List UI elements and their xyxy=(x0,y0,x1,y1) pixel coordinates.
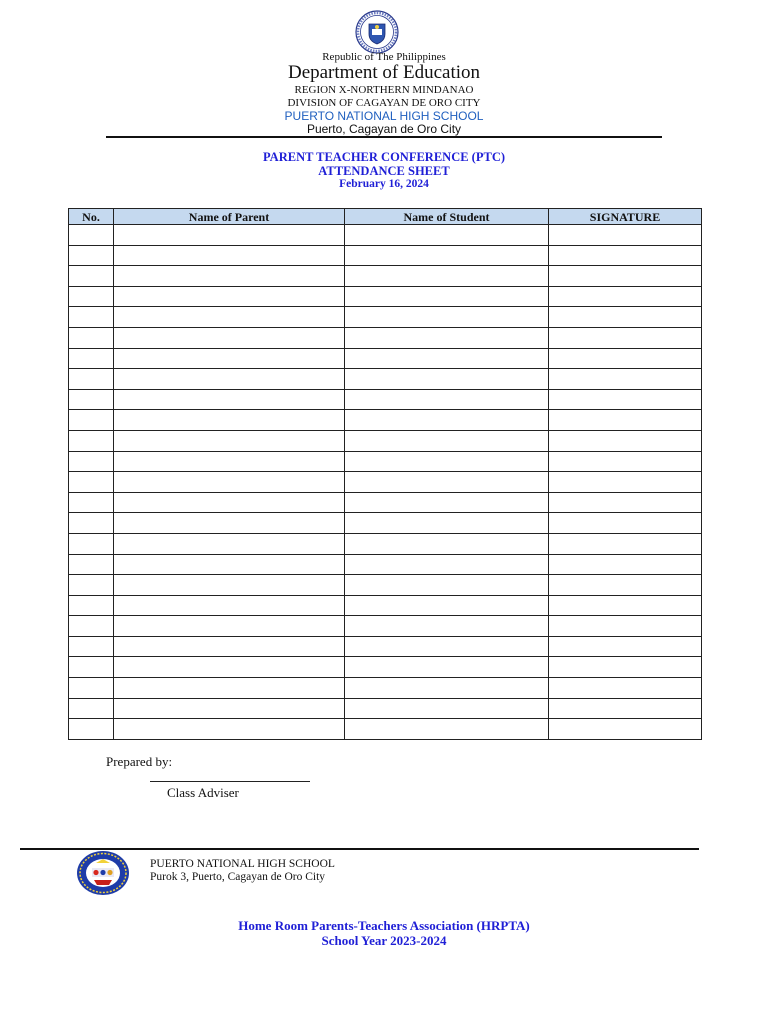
table-row xyxy=(69,698,702,719)
row-no-cell xyxy=(69,348,114,369)
parent-name-cell xyxy=(114,636,345,657)
parent-name-cell xyxy=(114,410,345,431)
parent-name-cell xyxy=(114,513,345,534)
row-no-cell xyxy=(69,492,114,513)
signature-cell xyxy=(549,245,702,266)
student-name-cell xyxy=(345,225,549,246)
parent-name-cell xyxy=(114,430,345,451)
row-no-cell xyxy=(69,595,114,616)
school-year: School Year 2023-2024 xyxy=(321,933,447,948)
student-name-cell xyxy=(345,327,549,348)
table-row xyxy=(69,225,702,246)
row-no-cell xyxy=(69,266,114,287)
signature-cell xyxy=(549,533,702,554)
school-name: PUERTO NATIONAL HIGH SCHOOL xyxy=(284,109,484,123)
student-name-cell xyxy=(345,616,549,637)
row-no-cell xyxy=(69,245,114,266)
column-header-parent: Name of Parent xyxy=(114,209,345,225)
parent-name-cell xyxy=(114,266,345,287)
signature-cell xyxy=(549,472,702,493)
parent-name-cell xyxy=(114,575,345,596)
student-name-cell xyxy=(345,554,549,575)
row-no-cell xyxy=(69,636,114,657)
row-no-cell xyxy=(69,533,114,554)
table-row xyxy=(69,554,702,575)
table-row xyxy=(69,575,702,596)
column-header-signature: SIGNATURE xyxy=(549,209,702,225)
parent-name-cell xyxy=(114,369,345,390)
document-title: PARENT TEACHER CONFERENCE (PTC) xyxy=(262,150,506,164)
parent-name-cell xyxy=(114,616,345,637)
parent-name-cell xyxy=(114,286,345,307)
row-no-cell xyxy=(69,225,114,246)
header-divider xyxy=(106,136,662,138)
school-logo-icon xyxy=(76,850,130,896)
signature-cell xyxy=(549,616,702,637)
signature-cell xyxy=(549,451,702,472)
signature-cell xyxy=(549,657,702,678)
row-no-cell xyxy=(69,430,114,451)
table-row xyxy=(69,245,702,266)
student-name-cell xyxy=(345,369,549,390)
student-name-cell xyxy=(345,266,549,287)
parent-name-cell xyxy=(114,533,345,554)
association-name: Home Room Parents-Teachers Association (HRPTA) xyxy=(238,918,530,933)
signature-line xyxy=(150,781,310,782)
row-no-cell xyxy=(69,389,114,410)
parent-name-cell xyxy=(114,492,345,513)
signature-cell xyxy=(549,554,702,575)
table-row xyxy=(69,492,702,513)
row-no-cell xyxy=(69,678,114,699)
signature-cell xyxy=(549,307,702,328)
signature-cell xyxy=(549,595,702,616)
table-row xyxy=(69,616,702,637)
row-no-cell xyxy=(69,616,114,637)
student-name-cell xyxy=(345,451,549,472)
student-name-cell xyxy=(345,719,549,740)
table-header-row xyxy=(69,209,702,225)
table-row xyxy=(69,595,702,616)
row-no-cell xyxy=(69,657,114,678)
signature-cell xyxy=(549,698,702,719)
signature-cell xyxy=(549,225,702,246)
parent-name-cell xyxy=(114,657,345,678)
footer-school-address: Purok 3, Puerto, Cagayan de Oro City xyxy=(150,871,326,883)
signature-cell xyxy=(549,286,702,307)
signature-cell xyxy=(549,430,702,451)
signature-cell xyxy=(549,492,702,513)
table-row xyxy=(69,513,702,534)
parent-name-cell xyxy=(114,307,345,328)
row-no-cell xyxy=(69,554,114,575)
row-no-cell xyxy=(69,410,114,431)
signature-cell xyxy=(549,719,702,740)
school-address: Puerto, Cagayan de Oro City xyxy=(306,122,462,136)
table-row xyxy=(69,657,702,678)
republic-line: Republic of The Philippines xyxy=(322,51,446,63)
student-name-cell xyxy=(345,533,549,554)
parent-name-cell xyxy=(114,389,345,410)
parent-name-cell xyxy=(114,327,345,348)
table-row xyxy=(69,369,702,390)
parent-name-cell xyxy=(114,451,345,472)
table-row xyxy=(69,286,702,307)
student-name-cell xyxy=(345,513,549,534)
row-no-cell xyxy=(69,698,114,719)
document-date: February 16, 2024 xyxy=(339,178,429,190)
student-name-cell xyxy=(345,595,549,616)
signature-cell xyxy=(549,369,702,390)
parent-name-cell xyxy=(114,472,345,493)
table-row xyxy=(69,410,702,431)
parent-name-cell xyxy=(114,595,345,616)
student-name-cell xyxy=(345,575,549,596)
parent-name-cell xyxy=(114,719,345,740)
row-no-cell xyxy=(69,513,114,534)
table-row xyxy=(69,451,702,472)
table-row xyxy=(69,719,702,740)
row-no-cell xyxy=(69,575,114,596)
column-header-no: No. xyxy=(69,209,114,225)
signature-cell xyxy=(549,636,702,657)
student-name-cell xyxy=(345,307,549,328)
region-line: REGION X-NORTHERN MINDANAO xyxy=(294,84,474,96)
student-name-cell xyxy=(345,678,549,699)
row-no-cell xyxy=(69,719,114,740)
student-name-cell xyxy=(345,472,549,493)
adviser-role: Class Adviser xyxy=(167,785,239,800)
signature-cell xyxy=(549,513,702,534)
column-header-student: Name of Student xyxy=(345,209,549,225)
signature-cell xyxy=(549,266,702,287)
table-row xyxy=(69,327,702,348)
student-name-cell xyxy=(345,698,549,719)
table-row xyxy=(69,430,702,451)
table-row xyxy=(69,307,702,328)
signature-cell xyxy=(549,389,702,410)
row-no-cell xyxy=(69,327,114,348)
student-name-cell xyxy=(345,492,549,513)
table-row xyxy=(69,389,702,410)
student-name-cell xyxy=(345,430,549,451)
signature-cell xyxy=(549,410,702,431)
student-name-cell xyxy=(345,286,549,307)
division-line: DIVISION OF CAGAYAN DE ORO CITY xyxy=(287,97,481,109)
row-no-cell xyxy=(69,451,114,472)
prepared-by-label: Prepared by: xyxy=(106,754,173,769)
student-name-cell xyxy=(345,636,549,657)
row-no-cell xyxy=(69,307,114,328)
student-name-cell xyxy=(345,410,549,431)
table-row xyxy=(69,533,702,554)
row-no-cell xyxy=(69,286,114,307)
parent-name-cell xyxy=(114,554,345,575)
parent-name-cell xyxy=(114,348,345,369)
row-no-cell xyxy=(69,472,114,493)
parent-name-cell xyxy=(114,698,345,719)
attendance-rows xyxy=(69,225,702,740)
signature-cell xyxy=(549,678,702,699)
table-row xyxy=(69,472,702,493)
deped-seal-icon xyxy=(355,10,399,54)
parent-name-cell xyxy=(114,245,345,266)
student-name-cell xyxy=(345,245,549,266)
footer-school-name: PUERTO NATIONAL HIGH SCHOOL xyxy=(150,858,335,870)
signature-cell xyxy=(549,327,702,348)
student-name-cell xyxy=(345,389,549,410)
parent-name-cell xyxy=(114,678,345,699)
table-row xyxy=(69,348,702,369)
row-no-cell xyxy=(69,369,114,390)
attendance-table xyxy=(68,208,702,740)
table-row xyxy=(69,678,702,699)
department-name: Department of Education xyxy=(287,62,481,83)
signature-cell xyxy=(549,575,702,596)
document-subtitle: ATTENDANCE SHEET xyxy=(318,164,450,178)
table-row xyxy=(69,636,702,657)
student-name-cell xyxy=(345,348,549,369)
signature-cell xyxy=(549,348,702,369)
table-row xyxy=(69,266,702,287)
parent-name-cell xyxy=(114,225,345,246)
student-name-cell xyxy=(345,657,549,678)
